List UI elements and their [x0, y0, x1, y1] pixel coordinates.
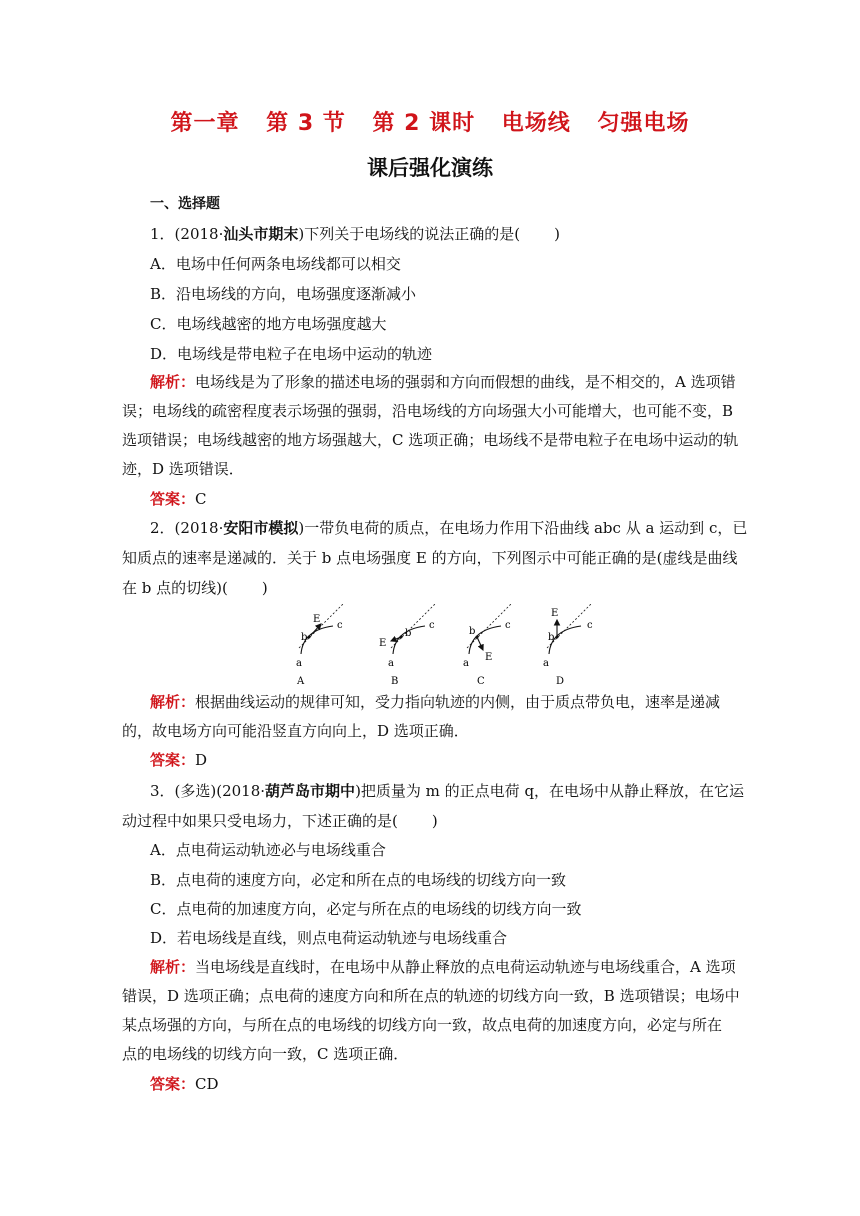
q3-stem-text: )把质量为 m 的正点电荷 q，在电场中从静止释放，在它运 — [355, 782, 745, 800]
q1-stem — [150, 224, 560, 244]
title-chapter: 第一章 — [170, 111, 240, 136]
figure-panel-d — [543, 604, 593, 686]
panel-a-label-b: b — [301, 632, 308, 643]
q2-analysis-text: 根据曲线运动的规律可知，受力指向轨迹的内侧，由于质点带负电，速率是递减 — [195, 693, 721, 711]
q2-figure — [285, 604, 615, 686]
panel-b-caption: B — [391, 676, 399, 686]
q2-stem-text: )一带负电荷的质点，在电场力作用下沿曲线 abc 从 a 运动到 c，已 — [298, 519, 748, 537]
title-topic2: 匀强电场 — [597, 111, 690, 136]
q1-option-a: A．电场中任何两条电场线都可以相交 — [150, 255, 401, 273]
q3-option-a: A．点电荷运动轨迹必与电场线重合 — [150, 841, 386, 859]
q2-close-paren: ) — [261, 579, 268, 597]
panel-a-label-e: E — [313, 614, 321, 625]
page-subtitle: 课后强化演练 — [367, 156, 493, 180]
panel-a-caption: A — [297, 676, 305, 686]
q3-number: 3．(多选)(2018· — [150, 782, 266, 800]
q1-number: 1．(2018· — [150, 225, 224, 243]
panel-b-label-e: E — [379, 638, 387, 649]
q1-analysis-label: 解析： — [150, 373, 196, 391]
q1-answer — [150, 489, 207, 509]
q2-analysis-label: 解析： — [150, 693, 196, 711]
q3-analysis-line3: 某点场强的方向，与所在点的电场线的切线方向一致，故点电荷的加速度方向，必定与所在 — [122, 1016, 723, 1034]
q1-close-paren: ) — [554, 225, 560, 243]
q3-source: 葫芦岛市期中 — [265, 782, 356, 800]
q3-stem-line2 — [122, 811, 438, 831]
q1-analysis-text: 电场线是为了形象的描述电场的强弱和方向而假想的曲线，是不相交的，A 选项错 — [195, 373, 736, 391]
panel-d-caption: D — [556, 676, 565, 686]
q3-stem-line2-text: 动过程中如果只受电场力，下述正确的是( — [122, 812, 398, 830]
q2-answer — [150, 750, 207, 770]
panel-c-caption: C — [477, 676, 485, 686]
figure-panel-a — [296, 604, 343, 686]
panel-c-label-c: c — [505, 620, 511, 631]
q2-stem-line2: 知质点的速率是递减的．关于 b 点电场强度 E 的方向，下列图示中可能正确的是(虚线是曲线 — [122, 549, 738, 567]
title-lesson: 第 2 课时 — [372, 111, 476, 136]
panel-d-label-a: a — [543, 658, 549, 669]
q3-analysis-label: 解析： — [150, 958, 196, 976]
q1-option-c: C．电场线越密的地方电场强度越大 — [150, 315, 387, 333]
q3-answer — [150, 1074, 219, 1094]
figure-panel-b — [379, 604, 435, 686]
q1-analysis-line1 — [150, 372, 736, 392]
panel-b-label-c: c — [429, 620, 435, 631]
title-section: 第 3 节 — [266, 111, 346, 136]
panel-d-label-b: b — [548, 632, 555, 643]
q1-analysis-line4: 迹，D 选项错误． — [122, 460, 244, 478]
panel-d-label-c: c — [587, 620, 593, 631]
q2-number: 2．(2018· — [150, 519, 224, 537]
q3-analysis-line2: 错误，D 选项正确；点电荷的速度方向和所在点的轨迹的切线方向一致，B 选项错误；电场中 — [122, 987, 740, 1005]
q1-answer-value: C — [195, 490, 207, 508]
panel-c-label-a: a — [463, 658, 469, 669]
q2-stem-line3-text: 在 b 点的切线)( — [122, 579, 228, 597]
q3-stem-line1 — [150, 781, 745, 801]
q3-close-paren: ) — [431, 812, 438, 830]
q3-analysis-line4: 点的电场线的切线方向一致，C 选项正确． — [122, 1045, 409, 1063]
q3-option-b: B．点电荷的速度方向，必定和所在点的电场线的切线方向一致 — [150, 871, 567, 889]
panel-c-label-b: b — [469, 626, 476, 637]
q1-stem-text: )下列关于电场线的说法正确的是( — [298, 225, 521, 243]
q2-analysis-line2: 的，故电场方向可能沿竖直方向向上，D 选项正确． — [122, 722, 469, 740]
panel-c-label-e: E — [485, 652, 493, 663]
q2-source: 安阳市模拟 — [223, 519, 299, 537]
q1-source: 汕头市期末 — [223, 225, 299, 243]
q2-answer-value: D — [195, 751, 208, 769]
section-heading: 一、选择题 — [150, 196, 220, 212]
q3-option-c: C．点电荷的加速度方向，必定与所在点的电场线的切线方向一致 — [150, 900, 582, 918]
q3-answer-label: 答案： — [150, 1075, 196, 1093]
q2-stem-line3 — [122, 578, 268, 598]
q1-analysis-line3: 选项错误；电场线越密的地方场强越大，C 选项正确；电场线不是带电粒子在电场中运动的轨 — [122, 431, 739, 449]
q3-analysis-line1 — [150, 957, 736, 977]
q3-answer-value: CD — [195, 1075, 219, 1093]
q1-option-b: B．沿电场线的方向，电场强度逐渐减小 — [150, 285, 417, 303]
q3-option-d: D．若电场线是直线，则点电荷运动轨迹与电场线重合 — [150, 929, 508, 947]
q1-analysis-line2: 误；电场线的疏密程度表示场强的强弱，沿电场线的方向场强大小可能增大，也可能不变，B — [122, 402, 734, 420]
panel-b-label-b: b — [405, 628, 412, 639]
q2-stem-line1 — [150, 518, 748, 538]
figure-panel-c — [463, 604, 511, 686]
q2-analysis-line1 — [150, 692, 721, 712]
panel-a-label-c: c — [337, 620, 343, 631]
q1-answer-label: 答案： — [150, 490, 196, 508]
q2-answer-label: 答案： — [150, 751, 196, 769]
q3-analysis-text: 当电场线是直线时，在电场中从静止释放的点电荷运动轨迹与电场线重合，A 选项 — [195, 958, 736, 976]
title-topic1: 电场线 — [501, 111, 571, 136]
panel-d-label-e: E — [551, 608, 559, 619]
panel-b-label-a: a — [388, 658, 394, 669]
page-title — [0, 106, 860, 137]
panel-a-label-a: a — [296, 658, 302, 669]
q1-option-d: D．电场线是带电粒子在电场中运动的轨迹 — [150, 345, 433, 363]
